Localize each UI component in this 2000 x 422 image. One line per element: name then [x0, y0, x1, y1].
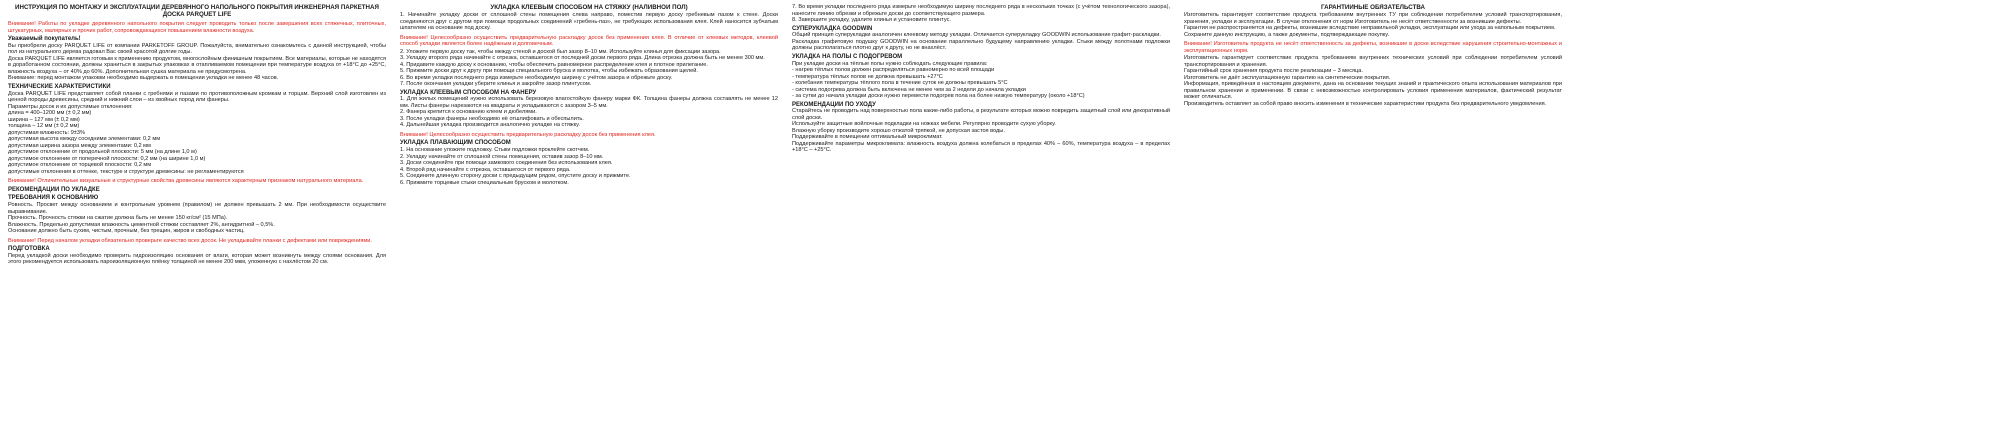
warning-note: Внимание! Перед началом укладки обязательно проверьте качество всех досок. Не укладывайте планки с дефектами или повреждениями.	[8, 237, 372, 244]
paragraph: 4. Второй ряд начинайте с отрезка, оставшегося от первого ряда.	[400, 166, 571, 173]
paragraph: Прочность. Прочность стяжки на сжатие должна быть не менее 150 кг/см² (15 МПа).	[8, 215, 228, 222]
text-column-1	[8, 4, 386, 416]
paragraph: 3. После укладки фанеры необходимо её отшлифовать и обеспылить.	[400, 115, 584, 122]
paragraph: Доска PARQUET LIFE является готовым к применению продуктом, многослойным финишным покрытием. Все материалы, которые не находятся в доработанном состоянии, должны храниться в закрытых упаковках в отапливаемом помещении при температуре воздуха от +18°С до +25°С, влажность воздуха – от 40% до 60%. Дополнительная сушка материала не предусмотрена.	[8, 55, 386, 75]
paragraph: 2. Уложите первую доску так, чтобы между стеной и доской был зазор 8–10 мм. Используйте клинья для фиксации зазора.	[400, 48, 721, 55]
paragraph: 1. На основание уложите подложку. Стыки подложки проклейте скотчем.	[400, 147, 590, 154]
paragraph: Раскладка графитовую подушку GOODWIN на основание параллельно будущему направлению укладки. Стыки между полотнами подложки должны располагаться плотно друг к другу, но не внахлёст.	[792, 38, 1170, 52]
paragraph: Гарантия не распространяется на дефекты, возникшие вследствие неправильной укладки, эксплуатации или ухода за напольным покрытием.	[1184, 25, 1556, 31]
section-title: ГАРАНТИЙНЫЕ ОБЯЗАТЕЛЬСТВА	[1320, 4, 1425, 11]
paragraph: Параметры досок и их допустимые отклонения:	[8, 103, 133, 110]
paragraph: Доска PARQUET LIFE представляет собой планки с гребнями и пазами по противоположным кромкам и торцам. Верхний слой изготовлен из ценной породы древесины, средний и нижний слои – из хвойных пород или фанеры.	[8, 90, 386, 104]
paragraph: допустимая влажность: 9±3%	[8, 129, 85, 136]
paragraph: Информация, приведённая в настоящем документе, дана на основании текущих знаний и практического опыта использования материалов при правильном хранении и применении. В связи с невозможностью контролировать условия применения материалов, фактический результат может отличаться.	[1184, 81, 1562, 100]
paragraph: 4. Дальнейшая укладка производится аналогично укладке на стяжку.	[400, 122, 580, 129]
section-heading: Уважаемый покупатель!	[8, 36, 81, 42]
paragraph: допустимое отклонение от продольной плоскости: 5 мм (на длине 1,0 м)	[8, 149, 197, 156]
paragraph: Изготовитель не даёт эксплуатационную гарантию на синтетические покрытия.	[1184, 74, 1391, 81]
paragraph: допустимые отклонения в оттенке, текстуре и структуре древесины: не регламентируются	[8, 168, 244, 175]
text-column-2	[400, 4, 778, 416]
paragraph: Основание должно быть сухим, чистым, прочным, без трещин, жиров и свободных частиц.	[8, 228, 245, 235]
section-title: УКЛАДКА КЛЕЕВЫМ СПОСОБОМ НА СТЯЖКУ (НАЛИВНОЙ ПОЛ)	[490, 4, 688, 11]
paragraph: - колебания температуры тёплого пола в течение суток не должны превышать 5°С	[792, 80, 1008, 87]
paragraph: ширина – 127 мм (± 0,2 мм)	[8, 116, 80, 123]
paragraph: Поддерживайте в помещении оптимальный микроклимат.	[792, 134, 943, 141]
paragraph: толщина – 12 мм (± 0,2 мм)	[8, 123, 80, 130]
paragraph: 8. Завершите укладку, удалите клинья и установите плинтус.	[792, 17, 951, 23]
paragraph: Сохраните данную инструкцию, а также документы, подтверждающие покупку.	[1184, 31, 1390, 38]
paragraph: длина = 400–1200 мм (± 0,2 мм)	[8, 110, 92, 117]
paragraph: - температура тёплых полов не должна превышать +27°С	[792, 73, 943, 80]
paragraph: Изготовитель гарантирует соответствие продукта требованиям внутренних технических условий при соблюдении потребителем условий транспортирования и хранения.	[1184, 55, 1562, 68]
section-heading: ТЕХНИЧЕСКИЕ ХАРАКТЕРИСТИКИ	[8, 83, 111, 90]
paragraph: Ровность. Просвет между основанием и контрольным уровнем (правилом) не должен превышать 2 мм. При необходимости осуществите выравнивание.	[8, 202, 386, 215]
section-heading: ТРЕБОВАНИЯ К ОСНОВАНИЮ	[8, 195, 99, 202]
paragraph: Влажную уборку производите хорошо отжатой тряпкой, не допуская застоя воды.	[792, 127, 1005, 134]
text-column-3	[792, 4, 1170, 416]
paragraph: - система подогрева должна быть включена не менее чем за 2 недели до начала укладки	[792, 86, 1026, 93]
warning-note: Внимание! Работы по укладке деревянного напольного покрытия следует проводить только после завершения всех стяжечных, плиточных, штукатурных, малярных и прочих работ, сопровождающихся повышением влажности воздуха.	[8, 21, 386, 34]
paragraph: - нагрев тёплых полов должен распределяться равномерно по всей площади	[792, 67, 995, 74]
section-heading: УКЛАДКА ПЛАВАЮЩИМ СПОСОБОМ	[400, 140, 511, 147]
section-heading: УКЛАДКА НА ПОЛЫ С ПОДОГРЕВОМ	[792, 53, 903, 60]
paragraph: 3. Укладку второго ряда начинайте с отрезка, оставшегося от последней доски первого ряда. Длина отрезка должна быть не менее 300 мм.	[400, 55, 765, 61]
paragraph: допустимая высота между соседними элементами: 0,2 мм	[8, 136, 161, 143]
section-heading: РЕКОМЕНДАЦИИ ПО УКЛАДКЕ	[8, 186, 100, 193]
paragraph: Гарантийный срок хранения продукта после реализации – 3 месяца.	[1184, 68, 1363, 74]
paragraph: Производитель оставляет за собой право вносить изменения в технические характеристики продукта без предварительного уведомления.	[1184, 100, 1547, 107]
paragraph: 5. Соедините длинную сторону доски с предыдущим рядом, опустите доску и прижмите.	[400, 173, 631, 180]
section-title: ИНСТРУКЦИЯ ПО МОНТАЖУ И ЭКСПЛУАТАЦИИ ДЕРЕВЯННОГО НАПОЛЬНОГО ПОКРЫТИЯ ИНЖЕНЕРНАЯ ПАРКЕТНАЯ ДОСКА PARQUET LIFE	[15, 4, 379, 18]
warning-note: Внимание! Целесообразно осуществить предварительную раскладку досок без применения клея.	[400, 131, 656, 138]
paragraph: допустимая ширина зазора между элементами: 0,2 мм	[8, 142, 151, 149]
paragraph: При укладке доски на тёплые полы нужно соблюдать следующие правила:	[792, 60, 988, 67]
paragraph: 4. Придавите каждую доску к основанию, чтобы обеспечить равномерное распределение клея и плотное прилегание.	[400, 61, 708, 68]
paragraph: Старайтесь не проводить над поверхностью пола какие-либо работы, в результате которых можно повредить защитный слой или декоративный слой доски.	[792, 108, 1170, 121]
paragraph: Общий принцип суперукладки аналогичен клеевому методу укладки. Отличается суперукладку GOODWIN использование графит-раскладки.	[792, 32, 1161, 39]
paragraph: Изготовитель гарантирует соответствие продукта требованиям внутренних ТУ при соблюдении потребителем условий транспортирования, хранения, укладки и эксплуатации. В случае отклонения от норм Изготовитель не несёт ответственности за возникшие дефекты.	[1184, 12, 1562, 25]
text-column-4	[1184, 4, 1562, 416]
section-heading: ПОДГОТОВКА	[8, 246, 50, 253]
paragraph: - за сутки до начала укладки доски нужно перевести подогрев пола на более низкую температуру (около +18°С)	[792, 93, 1085, 100]
paragraph: 3. Доски соединяйте при помощи замкового соединения без использования клея.	[400, 160, 613, 167]
paragraph: допустимое отклонение от поперечной плоскости: 0,2 мм (на ширине 1,0 м)	[8, 155, 206, 162]
section-heading: УКЛАДКА КЛЕЕВЫМ СПОСОБОМ НА ФАНЕРУ	[400, 89, 537, 96]
paragraph: 7. После окончания укладки уберите клинья и закройте зазор плинтусом.	[400, 81, 592, 87]
paragraph: Перед укладкой доски необходимо проверить гидроизоляцию основания от влаги, которая может возникнуть между слоями основания. Для этого рекомендуется использовать пароизоляционную плёнку толщиной не менее 200 мкм, уложенную с нахлёстом 20 см.	[8, 252, 386, 266]
paragraph: Влажность. Предельно допустимая влажность цементной стяжки составляет 2%, ангидритной – 0,5%.	[8, 221, 275, 228]
warning-note: Внимание! Целесообразно осуществить предварительную раскладку досок без применения клея. В отличие от клеевых методов, клеевой способ укладки является более надёжным и долговечным.	[400, 34, 778, 47]
section-heading: РЕКОМЕНДАЦИИ ПО УХОДУ	[792, 101, 876, 108]
warning-note: Внимание! Изготовитель продукта не несёт ответственность за дефекты, возникшие в доске вследствие нарушения строительно-монтажных и эксплуатационных норм.	[1184, 41, 1562, 54]
paragraph: 2. Фанера крепится к основанию клеем и дюбелями.	[400, 109, 537, 116]
paragraph: 1. Начинайте укладку доски от сплошной стены помещения слева направо, поместив первую доску гребневым пазом к стене. Доски соединяются друг с другом при помощи продольных соединений «гребень-паз», не требующих использования клея. Клей наносится зубчатым шпателем на основание под доску.	[400, 12, 778, 31]
section-heading: СУПЕРУКЛАДКА GOODWIN	[792, 25, 873, 32]
paragraph: допустимое отклонение от торцевой плоскости: 0,2 мм	[8, 162, 152, 169]
warning-note: Внимание! Отличительные визуальные и структурные свойства древесины являются характерным признаком натурального материала.	[8, 178, 364, 185]
paragraph: Внимание: перед монтажом упаковки необходимо выдержать в помещении укладки не менее 48 часов.	[8, 75, 279, 82]
paragraph: 2. Укладку начинайте от сплошной стены помещения, оставив зазор 8–10 мм.	[400, 153, 604, 160]
paragraph: Используйте защитные войлочные подкладки на ножках мебели. Регулярно проводите сухую уборку.	[792, 121, 1056, 128]
paragraph: 6. Прижмите торцевые стыки специальным бруском и молотком.	[400, 179, 569, 186]
paragraph: Поддерживайте параметры микроклимата: влажность воздуха должна колебаться в пределах 40% – 60%, температура воздуха – в пределах +18°С – +25°С.	[792, 140, 1170, 154]
paragraph: Вы приобрели доску PARQUET LIFE от компании PARKETOFF GROUP. Пожалуйста, внимательно ознакомьтесь с данной инструкцией, чтобы пол из натурального дерева радовал Вас своей красотой долгие годы.	[8, 42, 386, 56]
paragraph: 5. Прижмите доски друг к другу при помощи специального бруска и молотка, чтобы избежать образования щелей.	[400, 68, 698, 74]
paragraph: 6. Во время укладки последнего ряда измерьте необходимую ширину с учётом зазора и обрежьте доску.	[400, 74, 673, 81]
paragraph: 7. Во время укладки последнего ряда измерьте необходимую ширину последнего ряда в нескольких точках (с учётом технологического зазора), нанесите линию обрезки и обрежьте доски до соответствующего размера.	[792, 4, 1170, 17]
paragraph: 1. Для жилых помещений нужно использовать березовую влагостойкую фанеру марки ФК. Толщина фанеры должна составлять не менее 12 мм. Листы фанеры нарезаются на квадраты и укладываются с зазором 3–5 мм.	[400, 96, 778, 109]
